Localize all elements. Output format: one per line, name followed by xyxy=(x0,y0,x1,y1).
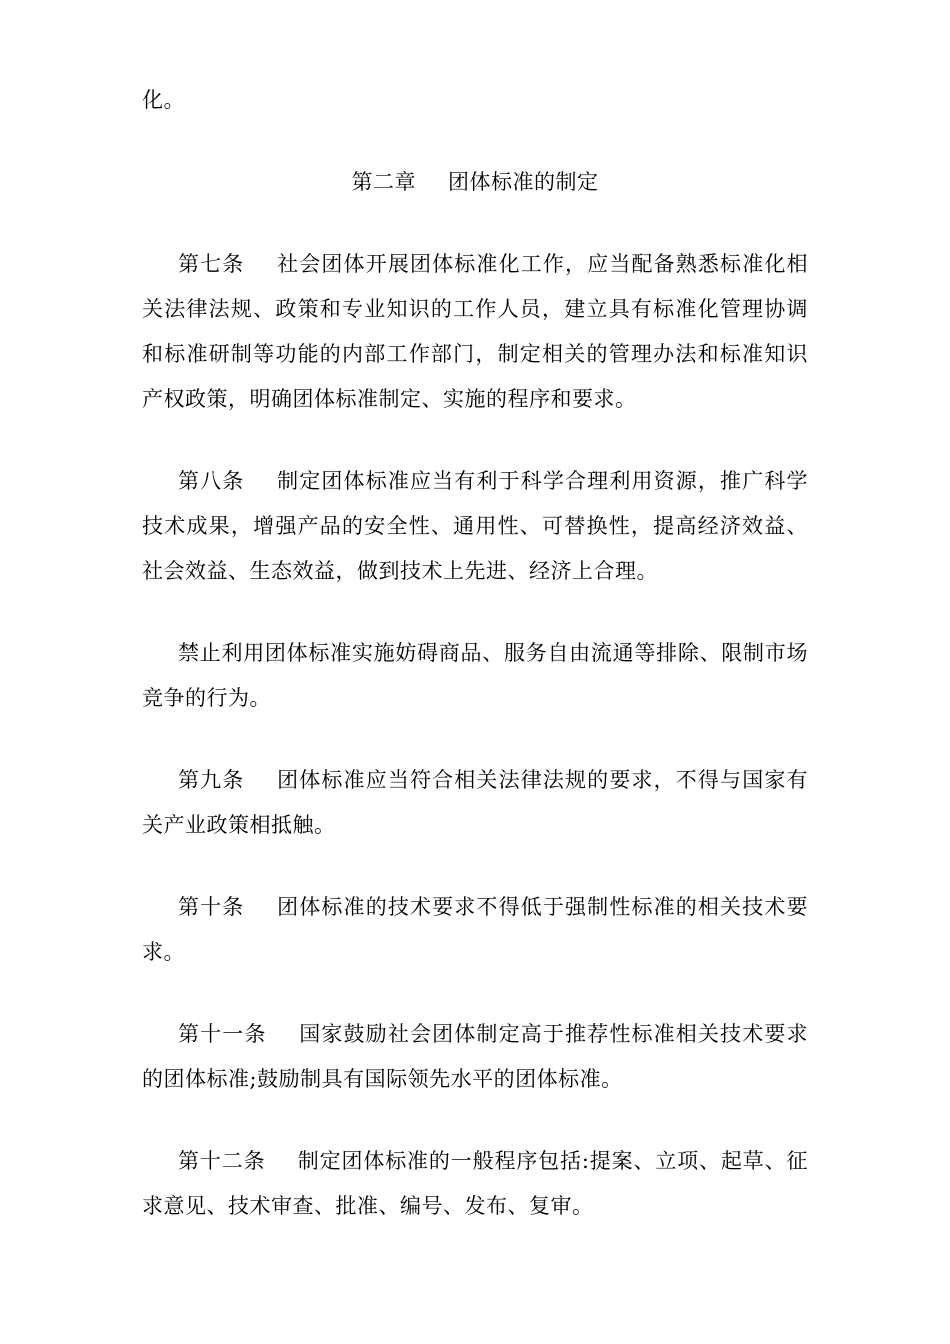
chapter-number: 第二章 xyxy=(351,170,416,194)
article-label: 第十一条 xyxy=(178,1022,267,1046)
article-text: 制定团体标准应当有利于科学合理利用资源，推广科学技术成果，增强产品的安全性、通用性、可替换性，提高经济效益、社会效益、生态效益，做到技术上先进、经济上合理。 xyxy=(142,469,809,583)
article-label: 第九条 xyxy=(178,768,245,792)
article-8-extra xyxy=(142,631,808,721)
article-text: 团体标准的技术要求不得低于强制性标准的相关技术要求。 xyxy=(142,895,809,964)
chapter-title: 团体标准的制定 xyxy=(448,170,599,194)
article-9 xyxy=(142,758,808,848)
article-text: 国家鼓励社会团体制定高于推荐性标准相关技术要求的团体标准;鼓励制具有国际领先水平的团体标准。 xyxy=(142,1022,808,1091)
article-label: 第七条 xyxy=(178,252,245,276)
article-text: 制定团体标准的一般程序包括:提案、立项、起草、征求意见、技术审查、批准、编号、发布、复审。 xyxy=(142,1149,808,1218)
article-text: 社会团体开展团体标准化工作，应当配备熟悉标准化相关法律法规、政策和专业知识的工作人员，建立具有标准化管理协调和标准研制等功能的内部工作部门，制定相关的管理办法和标准知识产权政策，明确团体标准制定、实施的程序和要求。 xyxy=(142,252,809,411)
article-10 xyxy=(142,885,808,975)
article-7 xyxy=(142,242,808,422)
article-label: 第十条 xyxy=(178,895,245,919)
continuation-text-value: 化。 xyxy=(142,88,185,112)
continuation-text xyxy=(142,78,808,123)
article-11 xyxy=(142,1012,808,1102)
article-8 xyxy=(142,459,808,594)
document-body xyxy=(142,78,808,1266)
article-text: 禁止利用团体标准实施妨碍商品、服务自由流通等排除、限制市场竞争的行为。 xyxy=(142,641,808,710)
article-label: 第八条 xyxy=(178,469,245,493)
article-12 xyxy=(142,1139,808,1229)
article-label: 第十二条 xyxy=(178,1149,266,1173)
chapter-heading xyxy=(142,160,808,205)
article-text: 团体标准应当符合相关法律法规的要求，不得与国家有关产业政策相抵触。 xyxy=(142,768,809,837)
